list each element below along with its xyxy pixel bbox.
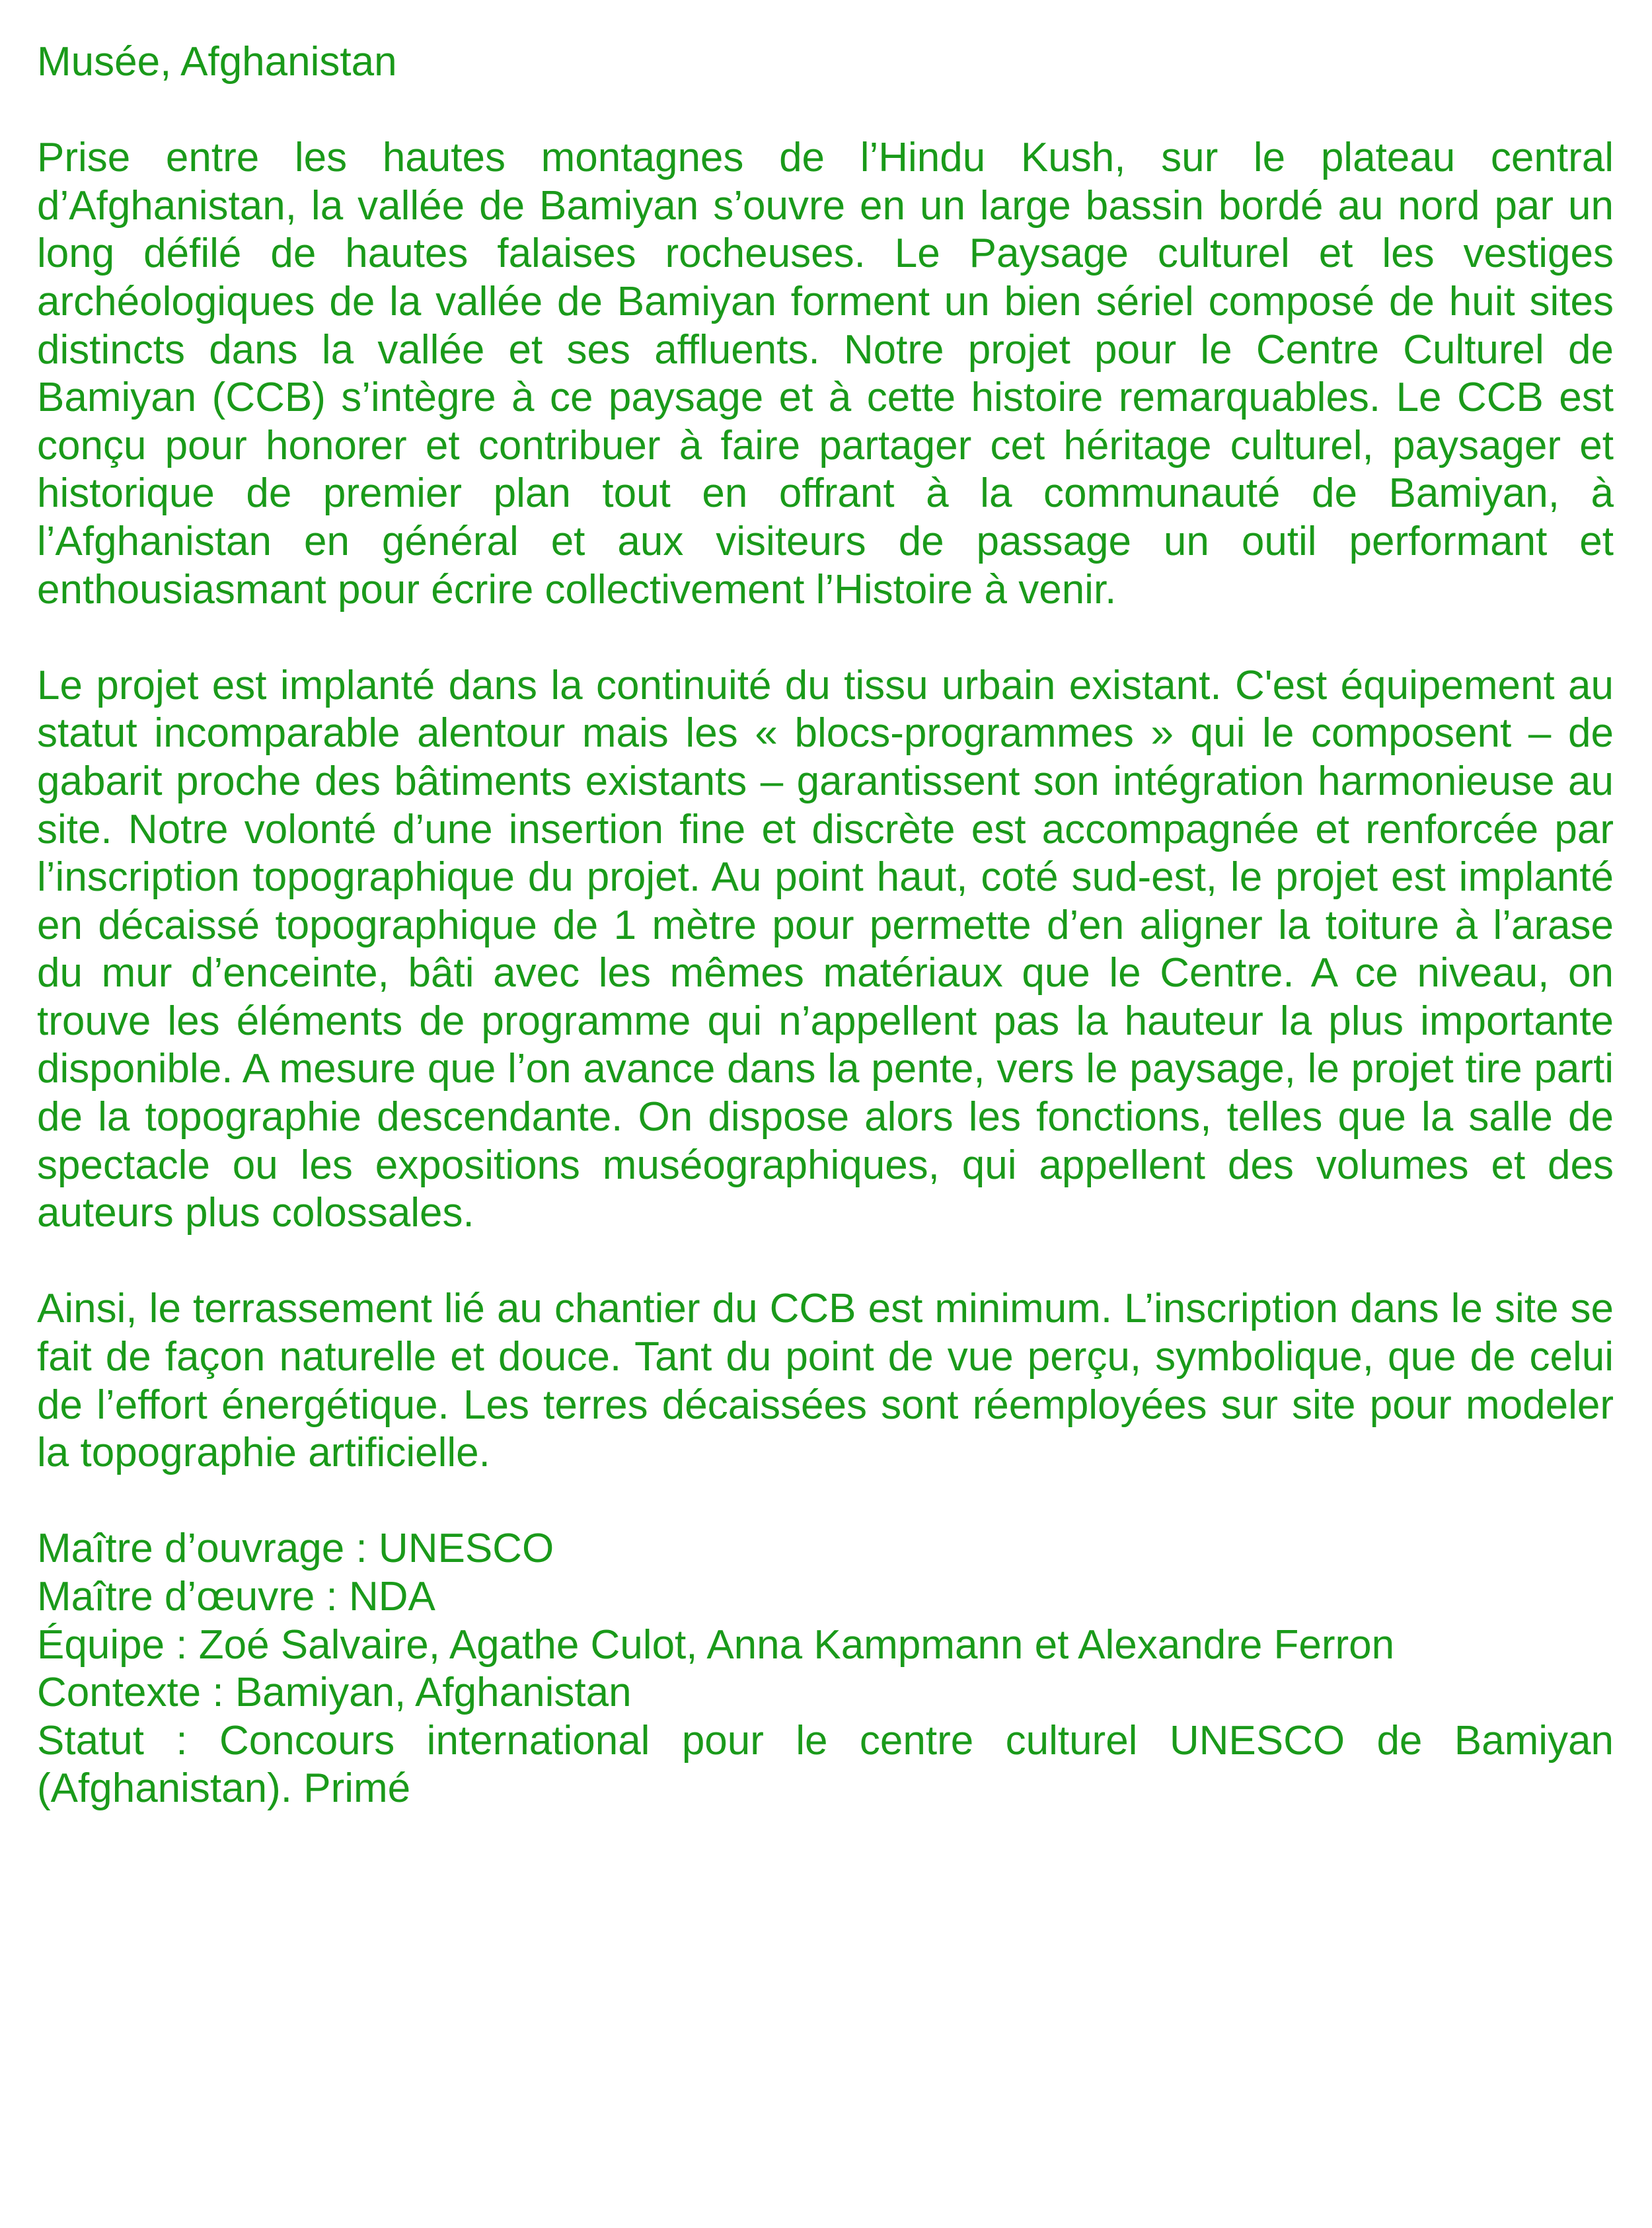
spacer bbox=[37, 1238, 1614, 1286]
spacer bbox=[37, 1477, 1614, 1526]
paragraph-site-context: Prise entre les hautes montagnes de l’Hindu Kush, sur le plateau central d’Afghanistan, la vallée de Bamiyan s’ouvre en un large bassin bordé au nord par un long défilé de hautes falaises rocheuses. Le Paysage culturel et les vestiges archéologiques de la vallée de Bamiyan forment un bien sériel composé de huit sites distincts dans la vallée et ses affluents. Notre projet pour le Centre Culturel de Bamiyan (CCB) s’intègre à ce paysage et à cette histoire remarquables. Le CCB est conçu pour honorer et contribuer à faire partager cet héritage culturel, paysager et historique de premier plan tout en offrant à la communauté de Bamiyan, à l’Afghanistan en général et aux visiteurs de passage un outil performant et enthousiasmant pour écrire collectivement l’Histoire à venir. bbox=[37, 135, 1614, 613]
paragraph-urban-insertion: Le projet est implanté dans la continuité du tissu urbain existant. C'est équipement au statut incomparable alentour mais les « blocs-programmes » qui le composent – de gabarit proche des bâtiments existants – garantissent son intégration harmonieuse au site. Notre volonté d’une insertion fine et discrète est accompagnée et renforcée par l’inscription topographique du projet. Au point haut, coté sud-est, le projet est implanté en décaissé topographique de 1 mètre pour permette d’en aligner la toiture à l’arase du mur d’enceinte, bâti avec les mêmes matériaux que le Centre. A ce niveau, on trouve les éléments de programme qui n’appellent pas la hauteur la plus importante disponible. A mesure que l’on avance dans la pente, vers le paysage, le projet tire parti de la topographie descendante. On dispose alors les fonctions, telles que la salle de spectacle ou les expositions muséographiques, qui appellent des volumes et des auteurs plus colossales. bbox=[37, 662, 1614, 1236]
credit-team: Équipe : Zoé Salvaire, Agathe Culot, Anna Kampmann et Alexandre Ferron bbox=[37, 1621, 1395, 1668]
credit-context: Contexte : Bamiyan, Afghanistan bbox=[37, 1670, 632, 1716]
credit-client: Maître d’ouvrage : UNESCO bbox=[37, 1526, 554, 1572]
project-description bbox=[37, 38, 1614, 1813]
credits-block bbox=[37, 1525, 1614, 1813]
paragraph-earthworks: Ainsi, le terrassement lié au chantier du CCB est minimum. L’inscription dans le site se fait de façon naturelle et douce. Tant du point de vue perçu, symbolique, que de celui de l’effort énergétique. Les terres décaissées sont réemployées sur site pour modeler la topographie artificielle. bbox=[37, 1286, 1614, 1476]
credit-architect: Maître d’œuvre : NDA bbox=[37, 1574, 435, 1619]
page-title: Musée, Afghanistan bbox=[37, 39, 397, 85]
credit-status: Statut : Concours international pour le centre culturel UNESCO de Bamiyan (Afghanistan). Primé bbox=[37, 1717, 1614, 1812]
spacer bbox=[37, 87, 1614, 135]
spacer bbox=[37, 614, 1614, 662]
